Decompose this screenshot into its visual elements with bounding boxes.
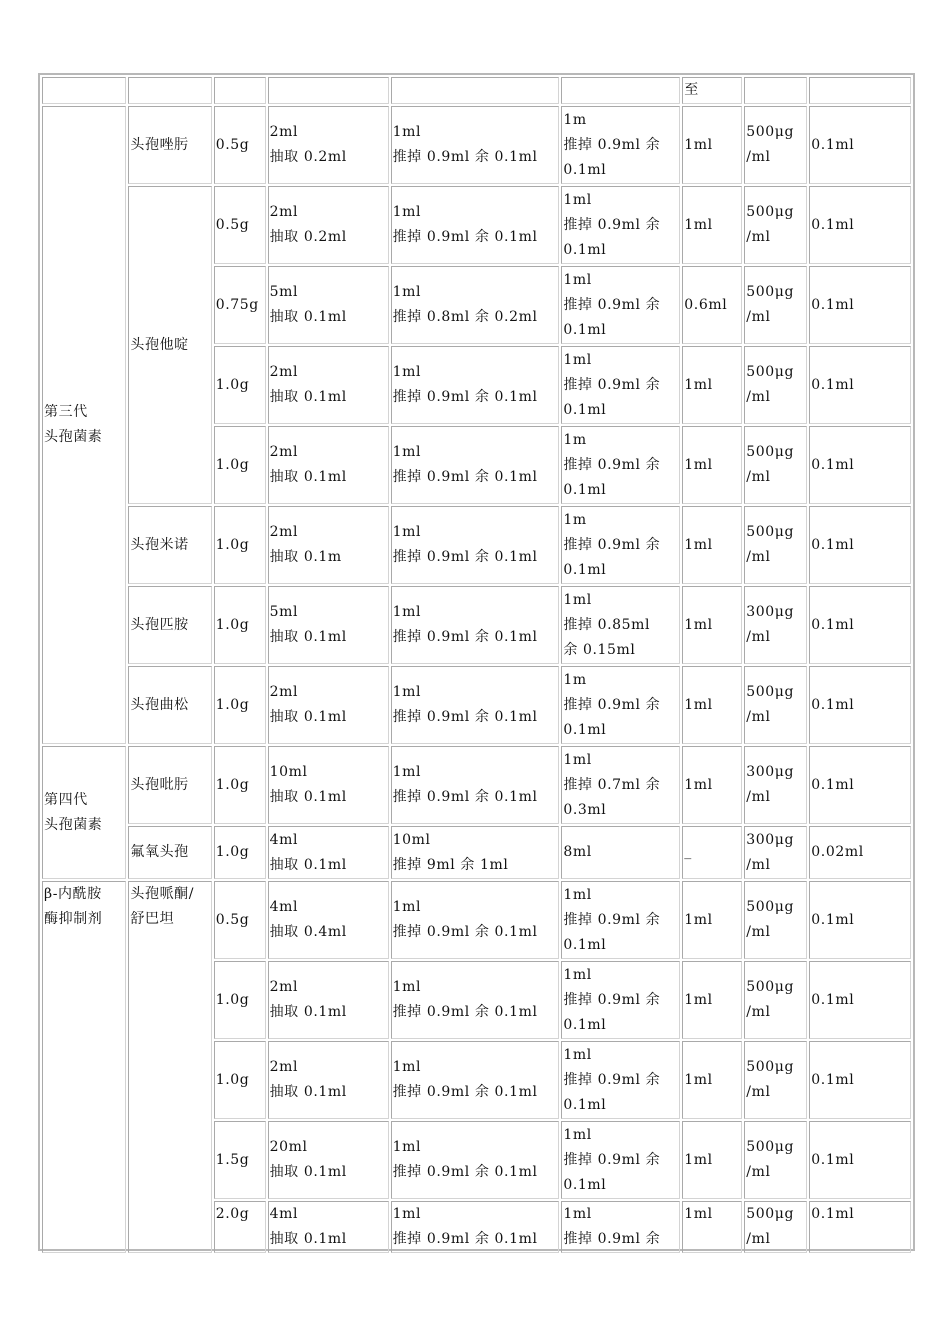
- volume-cell: 0.6ml: [682, 266, 742, 344]
- volume-cell: 1ml: [682, 881, 742, 959]
- test-dose-cell: 0.1ml: [809, 426, 911, 504]
- test-dose-cell: 0.1ml: [809, 1121, 911, 1199]
- test-dose-cell: 0.1ml: [809, 346, 911, 424]
- solvent-cell: 20ml 抽取 0.1ml: [268, 1121, 389, 1199]
- spec-cell: 1.0g: [214, 586, 266, 664]
- spec-cell: 1.0g: [214, 506, 266, 584]
- dilution-cell: 1ml 推掉 0.9ml 余 0.1ml: [391, 186, 560, 264]
- concentration-cell: 500μg /ml: [744, 666, 807, 744]
- concentration-cell: 500μg /ml: [744, 961, 807, 1039]
- solvent-cell: 5ml 抽取 0.1ml: [268, 266, 389, 344]
- spec-cell: 1.5g: [214, 1121, 266, 1199]
- table-row: [42, 746, 911, 824]
- second-dilution-cell: 1ml 推掉 0.9ml 余 0.1ml: [561, 186, 680, 264]
- volume-cell: 1ml: [682, 426, 742, 504]
- second-dilution-cell: 1ml 推掉 0.85ml 余 0.15ml: [561, 586, 680, 664]
- dilution-cell: 10ml 推掉 9ml 余 1ml: [391, 826, 560, 879]
- solvent-cell: 2ml 抽取 0.1ml: [268, 961, 389, 1039]
- solvent-cell: 2ml 抽取 0.2ml: [268, 186, 389, 264]
- spec-cell: 0.75g: [214, 266, 266, 344]
- dilution-cell: 1ml 推掉 0.9ml 余 0.1ml: [391, 961, 560, 1039]
- concentration-cell: 500μg /ml: [744, 881, 807, 959]
- test-dose-cell: 0.1ml: [809, 666, 911, 744]
- dilution-table: [40, 75, 913, 1255]
- spec-cell: 1.0g: [214, 346, 266, 424]
- drug-cell: 头孢米诺: [128, 506, 211, 584]
- drug-cell-ceftazidime: 头孢他啶: [128, 186, 211, 504]
- second-dilution-cell: 1ml 推掉 0.9ml 余 0.1ml: [561, 346, 680, 424]
- volume-cell: 1ml: [682, 106, 742, 184]
- spec-cell: 0.5g: [214, 106, 266, 184]
- test-dose-cell: 0.1ml: [809, 106, 911, 184]
- category-cell-gen3: 第三代 头孢菌素: [42, 106, 126, 744]
- concentration-cell: 500μg /ml: [744, 426, 807, 504]
- concentration-cell: [744, 77, 807, 104]
- spec-cell: 1.0g: [214, 961, 266, 1039]
- test-dose-cell: 0.02ml: [809, 826, 911, 879]
- volume-cell: 1ml: [682, 346, 742, 424]
- solvent-cell: 10ml 抽取 0.1ml: [268, 746, 389, 824]
- second-dilution-cell: 1m 推掉 0.9ml 余 0.1ml: [561, 666, 680, 744]
- test-dose-cell: 0.1ml: [809, 961, 911, 1039]
- drug-cell: [128, 77, 211, 104]
- table-row: [42, 826, 911, 879]
- table-row: [42, 586, 911, 664]
- volume-cell: 1ml: [682, 506, 742, 584]
- table-row: [42, 506, 911, 584]
- spec-cell: 0.5g: [214, 881, 266, 959]
- dilution-cell: 1ml 推掉 0.8ml 余 0.2ml: [391, 266, 560, 344]
- test-dose-cell: 0.1ml: [809, 746, 911, 824]
- dilution-cell: 1ml 推掉 0.9ml 余 0.1ml: [391, 1041, 560, 1119]
- drug-cell-cefoperazone-sulbactam: 头孢哌酮/ 舒巴坦: [128, 881, 211, 1253]
- second-dilution-cell: 1m 推掉 0.9ml 余 0.1ml: [561, 426, 680, 504]
- second-dilution-cell: 1ml 推掉 0.9ml 余: [561, 1201, 680, 1253]
- volume-cell: 1ml: [682, 666, 742, 744]
- drug-cell: 头孢唑肟: [128, 106, 211, 184]
- concentration-cell: 300μg /ml: [744, 826, 807, 879]
- dilution-table-page: [38, 73, 915, 1251]
- volume-cell: 1ml: [682, 961, 742, 1039]
- volume-cell: 1ml: [682, 186, 742, 264]
- concentration-cell: 500μg /ml: [744, 506, 807, 584]
- second-dilution-cell: 1m 推掉 0.9ml 余 0.1ml: [561, 506, 680, 584]
- spec-cell: [214, 77, 266, 104]
- volume-cell: _: [682, 826, 742, 879]
- solvent-cell: 4ml 抽取 0.1ml: [268, 1201, 389, 1253]
- second-dilution-cell: 1ml 推掉 0.9ml 余 0.1ml: [561, 1121, 680, 1199]
- second-dilution-cell: [561, 77, 680, 104]
- test-dose-cell: 0.1ml: [809, 881, 911, 959]
- spec-cell: 0.5g: [214, 186, 266, 264]
- solvent-cell: 2ml 抽取 0.1ml: [268, 666, 389, 744]
- concentration-cell: 500μg /ml: [744, 1121, 807, 1199]
- concentration-cell: 300μg /ml: [744, 586, 807, 664]
- category-cell-bl-inhibitor: β-内酰胺 酶抑制剂: [42, 881, 126, 1253]
- solvent-cell: 2ml 抽取 0.2ml: [268, 106, 389, 184]
- drug-cell: 头孢匹胺: [128, 586, 211, 664]
- second-dilution-cell: 1ml 推掉 0.9ml 余 0.1ml: [561, 266, 680, 344]
- dilution-cell: 1ml 推掉 0.9ml 余 0.1ml: [391, 346, 560, 424]
- solvent-cell: 5ml 抽取 0.1ml: [268, 586, 389, 664]
- concentration-cell: 500μg /ml: [744, 1041, 807, 1119]
- table-row: [42, 666, 911, 744]
- concentration-cell: 500μg /ml: [744, 1201, 807, 1253]
- dilution-cell: 1ml 推掉 0.9ml 余 0.1ml: [391, 881, 560, 959]
- volume-cell: 至: [682, 77, 742, 104]
- spec-cell: 2.0g: [214, 1201, 266, 1253]
- test-dose-cell: [809, 77, 911, 104]
- test-dose-cell: 0.1ml: [809, 506, 911, 584]
- volume-cell: 1ml: [682, 746, 742, 824]
- test-dose-cell: 0.1ml: [809, 1201, 911, 1253]
- spec-cell: 1.0g: [214, 746, 266, 824]
- drug-cell: 头孢曲松: [128, 666, 211, 744]
- concentration-cell: 500μg /ml: [744, 346, 807, 424]
- solvent-cell: 4ml 抽取 0.4ml: [268, 881, 389, 959]
- second-dilution-cell: 1m 推掉 0.9ml 余 0.1ml: [561, 106, 680, 184]
- concentration-cell: 500μg /ml: [744, 266, 807, 344]
- concentration-cell: 500μg /ml: [744, 106, 807, 184]
- dilution-cell: 1ml 推掉 0.9ml 余 0.1ml: [391, 106, 560, 184]
- spec-cell: 1.0g: [214, 826, 266, 879]
- solvent-cell: 2ml 抽取 0.1m: [268, 506, 389, 584]
- volume-cell: 1ml: [682, 1121, 742, 1199]
- concentration-cell: 300μg /ml: [744, 746, 807, 824]
- spec-cell: 1.0g: [214, 1041, 266, 1119]
- concentration-cell: 500μg /ml: [744, 186, 807, 264]
- dilution-cell: 1ml 推掉 0.9ml 余 0.1ml: [391, 426, 560, 504]
- second-dilution-cell: 1ml 推掉 0.9ml 余 0.1ml: [561, 961, 680, 1039]
- test-dose-cell: 0.1ml: [809, 1041, 911, 1119]
- dilution-cell: 1ml 推掉 0.9ml 余 0.1ml: [391, 506, 560, 584]
- solvent-cell: 4ml 抽取 0.1ml: [268, 826, 389, 879]
- second-dilution-cell: 1ml 推掉 0.9ml 余 0.1ml: [561, 881, 680, 959]
- volume-cell: 1ml: [682, 1041, 742, 1119]
- dilution-cell: 1ml 推掉 0.9ml 余 0.1ml: [391, 666, 560, 744]
- dilution-cell: 1ml 推掉 0.9ml 余 0.1ml: [391, 1201, 560, 1253]
- solvent-cell: [268, 77, 389, 104]
- dilution-cell: 1ml 推掉 0.9ml 余 0.1ml: [391, 746, 560, 824]
- drug-cell: 氟氧头孢: [128, 826, 211, 879]
- test-dose-cell: 0.1ml: [809, 266, 911, 344]
- second-dilution-cell: 1ml 推掉 0.9ml 余 0.1ml: [561, 1041, 680, 1119]
- volume-cell: 1ml: [682, 586, 742, 664]
- table-row: [42, 106, 911, 184]
- dilution-cell: [391, 77, 560, 104]
- solvent-cell: 2ml 抽取 0.1ml: [268, 346, 389, 424]
- dilution-cell: 1ml 推掉 0.9ml 余 0.1ml: [391, 586, 560, 664]
- second-dilution-cell: 1ml 推掉 0.7ml 余 0.3ml: [561, 746, 680, 824]
- spec-cell: 1.0g: [214, 426, 266, 504]
- solvent-cell: 2ml 抽取 0.1ml: [268, 426, 389, 504]
- test-dose-cell: 0.1ml: [809, 186, 911, 264]
- table-row: [42, 186, 911, 264]
- drug-cell: 头孢吡肟: [128, 746, 211, 824]
- dilution-cell: 1ml 推掉 0.9ml 余 0.1ml: [391, 1121, 560, 1199]
- table-row: [42, 77, 911, 104]
- test-dose-cell: 0.1ml: [809, 586, 911, 664]
- volume-cell: 1ml: [682, 1201, 742, 1253]
- solvent-cell: 2ml 抽取 0.1ml: [268, 1041, 389, 1119]
- second-dilution-cell: 8ml: [561, 826, 680, 879]
- spec-cell: 1.0g: [214, 666, 266, 744]
- category-cell-gen4: 第四代 头孢菌素: [42, 746, 126, 879]
- category-cell: [42, 77, 126, 104]
- table-row: [42, 881, 911, 959]
